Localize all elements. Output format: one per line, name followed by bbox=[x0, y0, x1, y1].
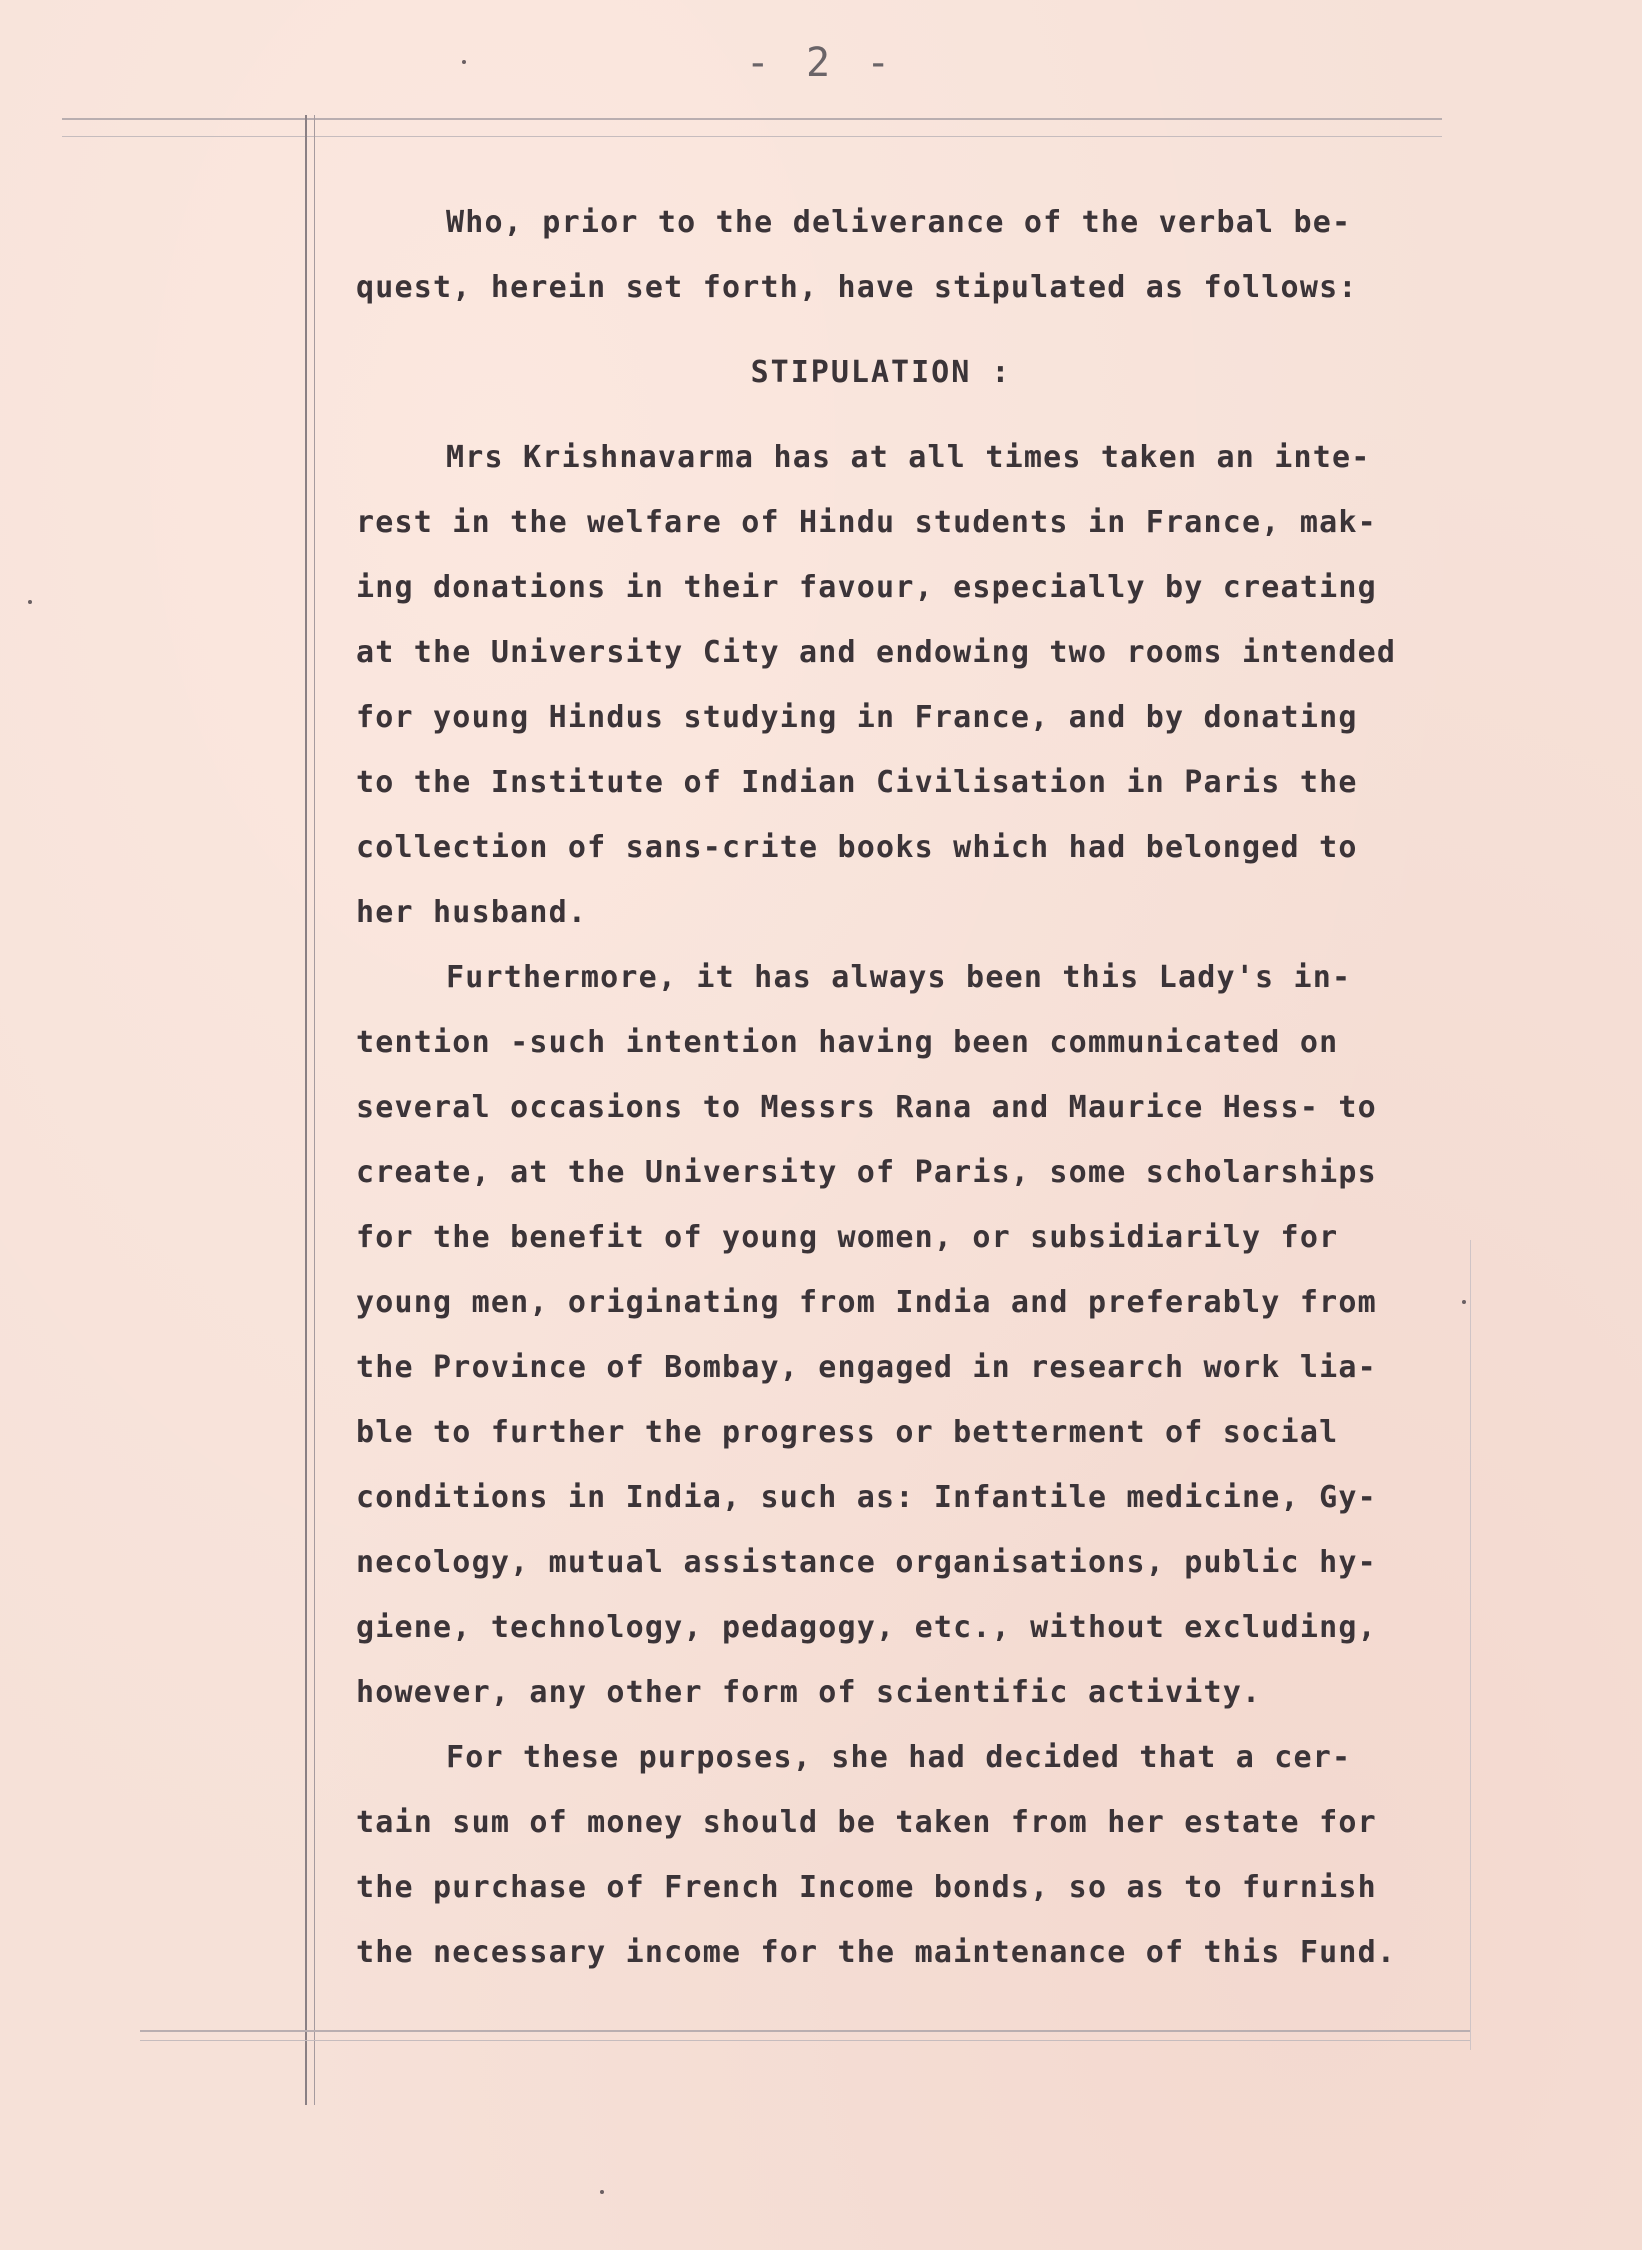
paragraph-line: the necessary income for the maintenance of this Fund. bbox=[356, 1935, 1397, 1970]
paragraph-line: tain sum of money should be taken from her estate for bbox=[356, 1805, 1377, 1840]
top-rule bbox=[62, 118, 1442, 120]
left-margin-rule bbox=[305, 115, 307, 2105]
paragraph-line: Mrs Krishnavarma has at all times taken an inte- bbox=[446, 440, 1371, 475]
paragraph-line: her husband. bbox=[356, 895, 588, 930]
paragraph-line: ing donations in their favour, especially by creating bbox=[356, 570, 1377, 605]
paragraph-line: Furthermore, it has always been this Lady's in- bbox=[446, 960, 1352, 995]
paragraph-line: rest in the welfare of Hindu students in France, mak- bbox=[356, 505, 1377, 540]
paragraph-line: to the Institute of Indian Civilisation in Paris the bbox=[356, 765, 1358, 800]
paper-speck bbox=[1462, 1300, 1466, 1304]
paper-speck bbox=[28, 600, 32, 604]
paragraph-line: young men, originating from India and preferably from bbox=[356, 1285, 1377, 1320]
paragraph-line: For these purposes, she had decided that a cer- bbox=[446, 1740, 1352, 1775]
paragraph-line: however, any other form of scientific activity. bbox=[356, 1675, 1262, 1710]
body-text bbox=[356, 190, 1406, 1985]
paragraph-line: for the benefit of young women, or subsidiarily for bbox=[356, 1220, 1339, 1255]
paragraph-3 bbox=[356, 1725, 1406, 1985]
paragraph-line: the Province of Bombay, engaged in research work lia- bbox=[356, 1350, 1377, 1385]
paragraph-line: necology, mutual assistance organisations, public hy- bbox=[356, 1545, 1377, 1580]
paragraph-1 bbox=[356, 425, 1406, 945]
paragraph-line: conditions in India, such as: Infantile medicine, Gy- bbox=[356, 1480, 1377, 1515]
paragraph-line: tention -such intention having been communicated on bbox=[356, 1025, 1339, 1060]
top-rule-secondary bbox=[62, 136, 1442, 137]
paragraph-line: several occasions to Messrs Rana and Maurice Hess- to bbox=[356, 1090, 1377, 1125]
paragraph-line: create, at the University of Paris, some scholarships bbox=[356, 1155, 1377, 1190]
paragraph-2 bbox=[356, 945, 1406, 1725]
paragraph-line: for young Hindus studying in France, and by donating bbox=[356, 700, 1358, 735]
paragraph-line: giene, technology, pedagogy, etc., without excluding, bbox=[356, 1610, 1377, 1645]
paragraph-line: collection of sans-crite books which had belonged to bbox=[356, 830, 1358, 865]
bottom-rule-secondary bbox=[140, 2040, 1470, 2041]
paragraph-line: the purchase of French Income bonds, so as to furnish bbox=[356, 1870, 1377, 1905]
bottom-rule bbox=[140, 2030, 1470, 2032]
opening-line: quest, herein set forth, have stipulated as follows: bbox=[356, 270, 1358, 305]
paper-speck bbox=[462, 60, 466, 64]
right-margin-rule bbox=[1470, 1240, 1471, 2050]
paper-speck bbox=[600, 2190, 604, 2194]
opening-line: Who, prior to the deliverance of the verbal be- bbox=[446, 205, 1352, 240]
left-margin-rule-secondary bbox=[314, 115, 315, 2105]
page-number: - 2 - bbox=[745, 40, 897, 86]
paragraph-line: at the University City and endowing two rooms intended bbox=[356, 635, 1397, 670]
section-heading: STIPULATION : bbox=[750, 355, 1012, 390]
paragraph-line: ble to further the progress or betterment of social bbox=[356, 1415, 1339, 1450]
